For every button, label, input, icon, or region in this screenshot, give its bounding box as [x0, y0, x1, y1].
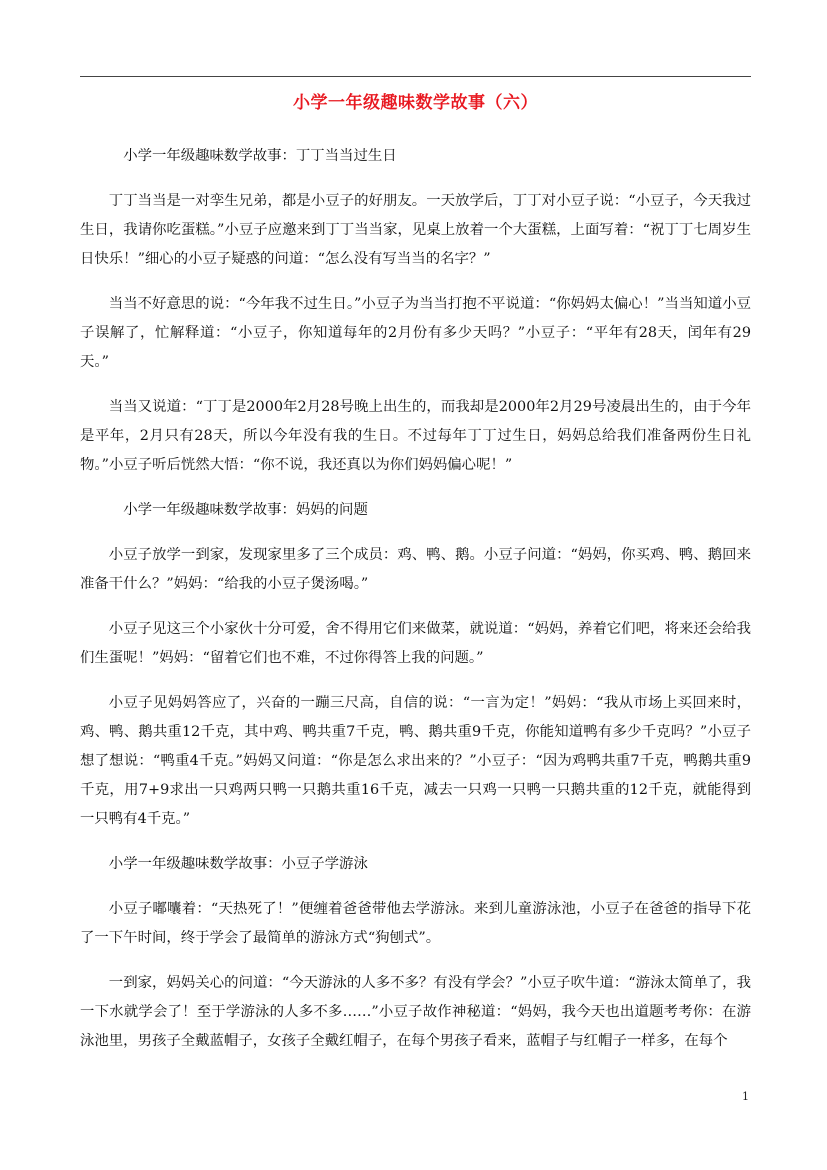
paragraph: 当当又说道：“丁丁是2000年2月28号晚上出生的，而我却是2000年2月29号凌晨出生的，由于今年是平年，2月只有28天，所以今年没有我的生日。不过每年丁丁过生日，妈妈总给我们准备两份生日礼物。”小豆子听后恍然大悟：“你不说，我还真以为你们妈妈偏心呢！”: [80, 399, 751, 473]
paragraph: 小豆子见这三个小家伙十分可爱，舍不得用它们来做菜，就说道：“妈妈，养着它们吧，将来还会给我们生蛋呢！”妈妈：“留着它们也不难，不过你得答上我的问题。”: [80, 621, 751, 666]
header-rule: [80, 76, 751, 77]
paragraph: 小豆子放学一到家，发现家里多了三个成员：鸡、鸭、鹅。小豆子问道：“妈妈，你买鸡、鸭、鹅回来准备干什么？”妈妈：“给我的小豆子煲汤喝。”: [80, 547, 751, 592]
paragraph: 一到家，妈妈关心的问道：“今天游泳的人多不多？有没有学会？”小豆子吹牛道：“游泳太简单了，我一下水就学会了！至于学游泳的人多不多……”小豆子故作神秘道：“妈妈，我今天也出道题考考你：在游泳池里，男孩子全戴蓝帽子，女孩子全戴红帽子，在每个男孩子看来，蓝帽子与红帽子一样多，在每个: [80, 975, 751, 1049]
section-heading-swimming: 小学一年级趣味数学故事：小豆子学游泳: [108, 856, 368, 872]
document-title: 小学一年级趣味数学故事（六）: [293, 93, 538, 113]
paragraph: 丁丁当当是一对孪生兄弟，都是小豆子的好朋友。一天放学后，丁丁对小豆子说：“小豆子，今天我过生日，我请你吃蛋糕。”小豆子应邀来到丁丁当当家，见桌上放着一个大蛋糕，上面写着：“祝丁丁七周岁生日快乐！”细心的小豆子疑惑的问道：“怎么没有写当当的名字？”: [80, 193, 751, 267]
section-heading-mom-question: 小学一年级趣味数学故事：妈妈的问题: [123, 502, 368, 518]
paragraph: 当当不好意思的说：“今年我不过生日。”小豆子为当当打抱不平说道：“你妈妈太偏心！”当当知道小豆子误解了，忙解释道：“小豆子，你知道每年的2月份有多少天吗？”小豆子：“平年有28天，闰年有29天。”: [80, 296, 751, 370]
paragraph: 小豆子见妈妈答应了，兴奋的一蹦三尺高，自信的说：“一言为定！”妈妈：“我从市场上买回来时，鸡、鸭、鹅共重12千克，其中鸡、鸭共重7千克，鸭、鹅共重9千克，你能知道鸭有多少千克吗？”小豆子想了想说：“鸭重4千克。”妈妈又问道：“你是怎么求出来的？”小豆子：“因为鸡鸭共重7千克，鸭鹅共重9千克，用7+9求出一只鸡两只鸭一只鹅共重16千克，减去一只鸡一只鸭一只鹅共重的12千克，就能得到一只鸭有4千克。”: [80, 695, 751, 827]
section-heading-birthday: 小学一年级趣味数学故事：丁丁当当过生日: [123, 148, 397, 164]
document-body: [80, 132, 751, 1056]
paragraph: 小豆子嘟囔着：“天热死了！”便缠着爸爸带他去学游泳。来到儿童游泳池，小豆子在爸爸的指导下花了一下午时间，终于学会了最简单的游泳方式“狗刨式”。: [80, 901, 751, 946]
page-number: 1: [742, 1090, 749, 1103]
